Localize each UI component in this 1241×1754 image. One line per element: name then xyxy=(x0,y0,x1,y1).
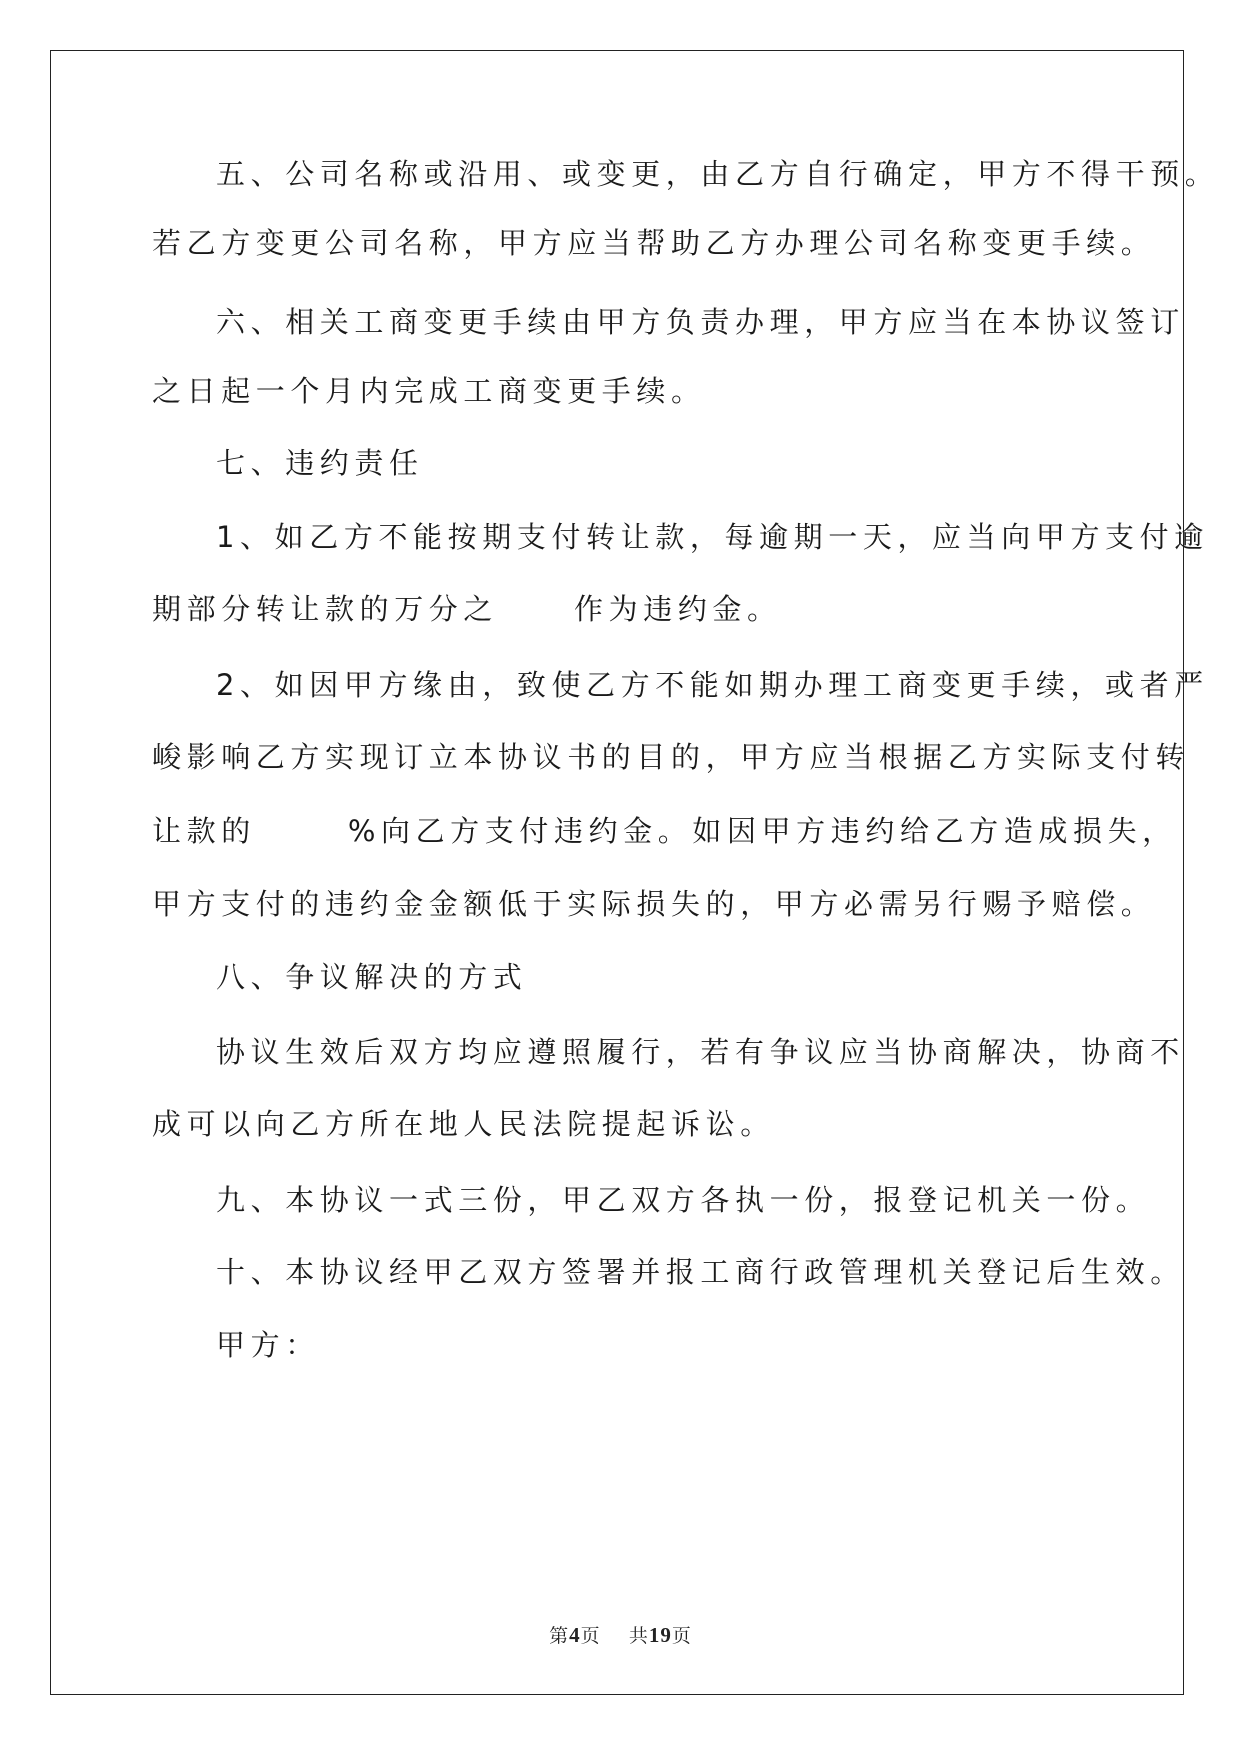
footer-page-suffix: 页 xyxy=(580,1625,601,1647)
clause-8-line-2: 成可以向乙方所在地人民法院提起诉讼。 xyxy=(152,1107,775,1141)
clause-5-line-1: 五、公司名称或沿用、或变更，由乙方自行确定，甲方不得干预。 xyxy=(216,157,1220,191)
page-footer xyxy=(0,1621,1241,1648)
clause-7-heading: 七、违约责任 xyxy=(216,446,424,480)
clause-7-2-line-2: 峻影响乙方实现订立本协议书的目的，甲方应当根据乙方实际支付转 xyxy=(152,740,1191,774)
clause-7-1-text-b: 作为违约金。 xyxy=(574,592,782,626)
clause-7-2-line-1: 2、如因甲方缘由，致使乙方不能如期办理工商变更手续，或者严 xyxy=(216,668,1209,702)
clause-9: 九、本协议一式三份，甲乙双方各执一份，报登记机关一份。 xyxy=(216,1183,1151,1217)
clause-7-2-text-a: 让款的 xyxy=(152,814,256,848)
clause-10: 十、本协议经甲乙双方签署并报工商行政管理机关登记后生效。 xyxy=(216,1255,1185,1289)
clause-7-2-text-b: %向乙方支付违约金。如因甲方违约给乙方造成损失， xyxy=(347,814,1177,848)
clause-8-line-1: 协议生效后双方均应遵照履行，若有争议应当协商解决，协商不 xyxy=(216,1035,1185,1069)
footer-total-suffix: 页 xyxy=(671,1625,692,1647)
footer-page-number: 4 xyxy=(569,1623,581,1647)
clause-7-1-line-1: 1、如乙方不能按期支付转让款，每逾期一天，应当向甲方支付逾 xyxy=(216,520,1209,554)
clause-7-2-line-3 xyxy=(152,811,1177,851)
clause-7-2-line-4: 甲方支付的违约金金额低于实际损失的，甲方必需另行赐予赔偿。 xyxy=(152,887,1156,921)
clause-8-heading: 八、争议解决的方式 xyxy=(216,960,528,994)
clause-6-line-2: 之日起一个月内完成工商变更手续。 xyxy=(152,374,706,408)
footer-total-pages: 19 xyxy=(648,1623,672,1647)
clause-5-line-2: 若乙方变更公司名称，甲方应当帮助乙方办理公司名称变更手续。 xyxy=(152,226,1156,260)
clause-7-1-line-2 xyxy=(152,589,782,629)
footer-total-prefix: 共 xyxy=(628,1625,649,1647)
party-a-label: 甲方： xyxy=(216,1328,320,1362)
page-border xyxy=(50,50,1184,1695)
footer-prefix: 第 xyxy=(549,1625,570,1647)
clause-6-line-1: 六、相关工商变更手续由甲方负责办理，甲方应当在本协议签订 xyxy=(216,305,1185,339)
clause-7-1-text-a: 期部分转让款的万分之 xyxy=(152,592,499,626)
